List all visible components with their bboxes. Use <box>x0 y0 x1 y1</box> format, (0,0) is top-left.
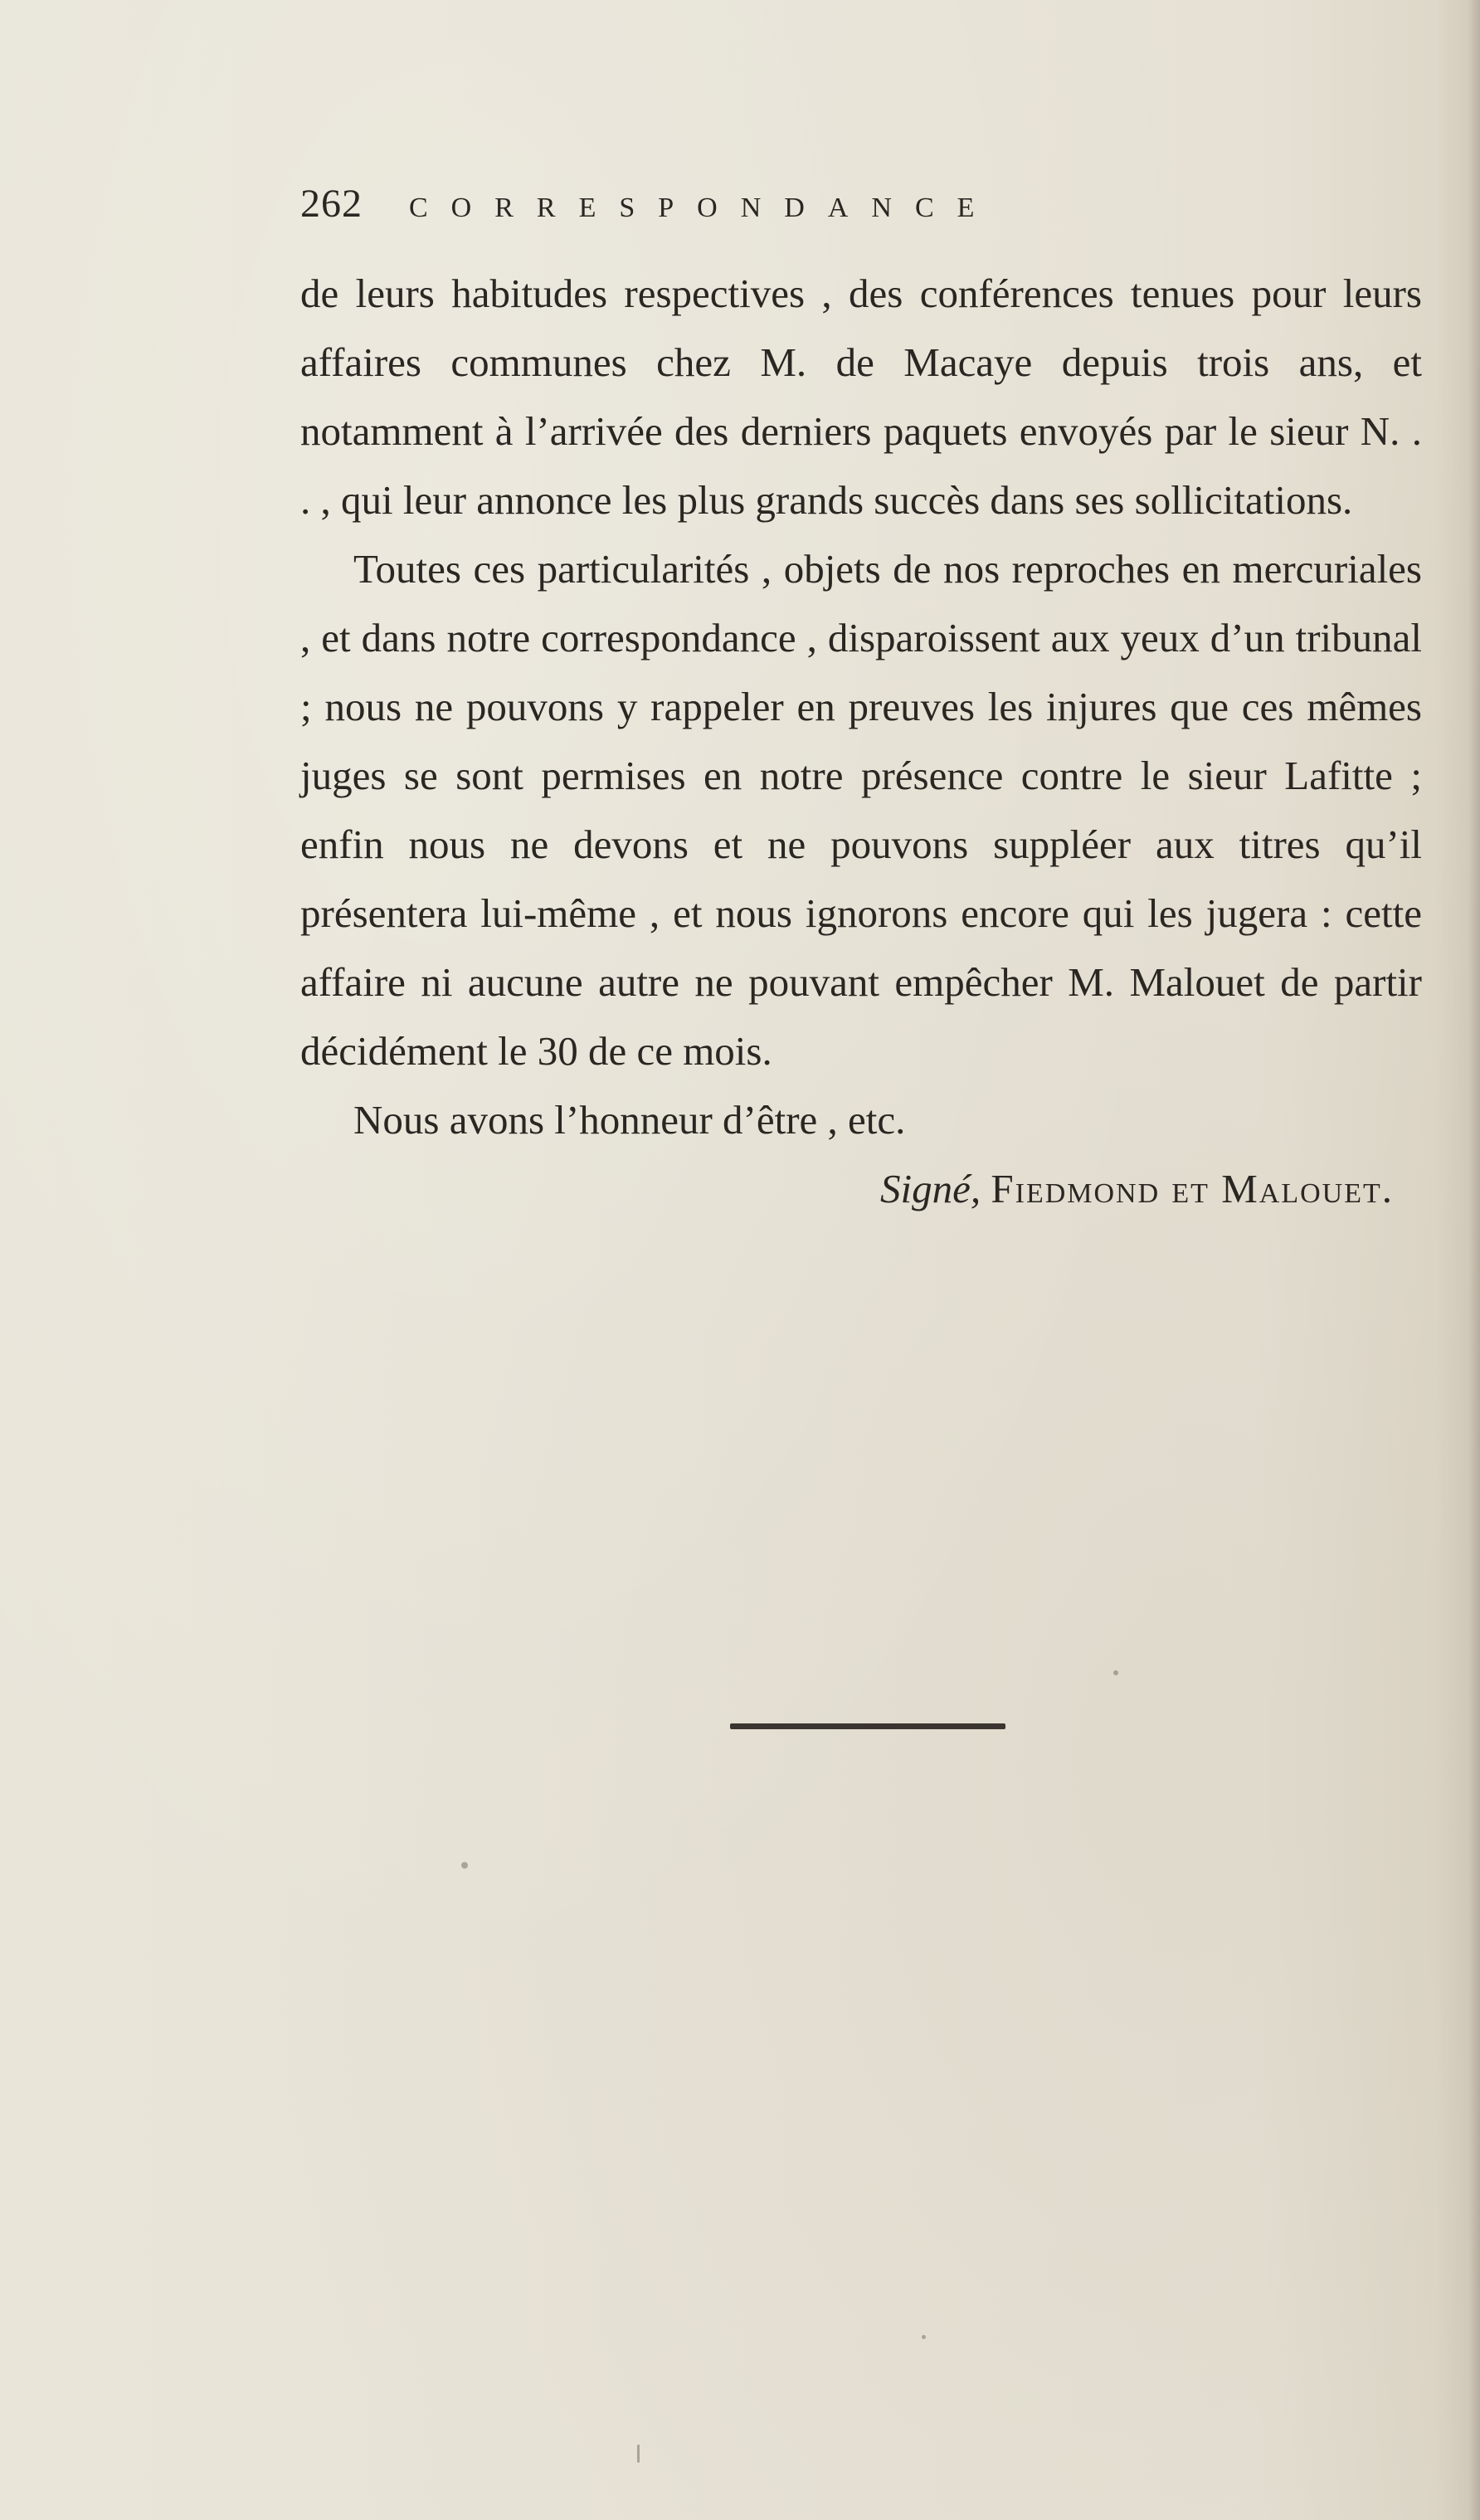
paper-speck <box>1113 1670 1118 1675</box>
paper-speck <box>461 1862 468 1869</box>
paper-speck <box>922 2335 926 2339</box>
body-text <box>300 259 1422 1223</box>
signature-line <box>300 1154 1422 1223</box>
paragraph-2: Toutes ces particularités , objets de nos reproches en mercuriales , et dans notre correspondance , disparoissent aux yeux d’un tribunal ; nous ne pouvons y rappeler en preuves les injures que ces mêmes juges se sont permises en notre présence contre le sieur Lafitte ; enfin nous ne devons et ne pouvons suppléer aux titres qu’il présentera lui-même , et nous ignorons encore qui les jugera : cette affaire ni aucune autre ne pouvant empêcher M. Malouet de partir décidément le 30 de ce mois. <box>300 546 1422 1074</box>
running-head <box>300 181 1238 239</box>
page-number: 262 <box>300 182 363 226</box>
running-title: CORRESPONDANCE <box>409 193 998 223</box>
end-rule <box>730 1723 1005 1729</box>
signed-label: Signé, <box>880 1166 981 1211</box>
signatories: Fiedmond et Malouet. <box>991 1166 1394 1211</box>
closing-formula: Nous avons l’honneur d’être , etc. <box>353 1097 906 1143</box>
paper-speck <box>637 2444 640 2463</box>
page-edge-shadow <box>1468 0 1480 2520</box>
paragraph-1: de leurs habitudes respectives , des conférences tenues pour leurs affaires communes chez M. de Macaye depuis trois ans, et notamment à l’arrivée des derniers paquets envoyés par le sieur N. . . , qui leur annonce les plus grands succès dans ses sollicitations. <box>300 271 1422 523</box>
